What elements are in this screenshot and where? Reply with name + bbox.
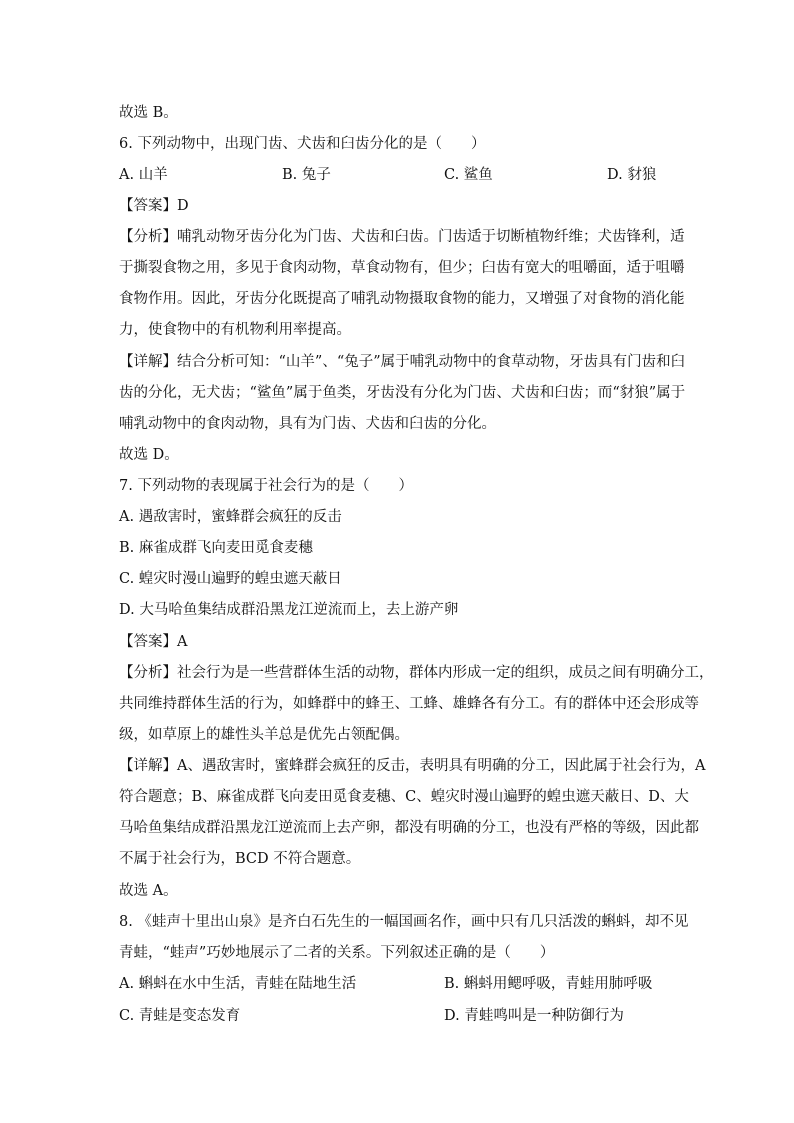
q7-detail-line-2: 符合题意；B、麻雀成群飞向麦田觅食麦穗、C、蝗灾时漫山遍野的蝗虫遮天蔽日、D、大 — [119, 789, 689, 805]
q6-option-b: B. 兔子 — [282, 167, 331, 183]
q6-answer: 【答案】D — [119, 198, 189, 214]
q6-conclusion: 故选 D。 — [119, 447, 179, 463]
q7-option-a: A. 遇敌害时，蜜蜂群会疯狂的反击 — [119, 509, 342, 525]
q7-detail-line-4: 不属于社会行为，BCD 不符合题意。 — [119, 851, 361, 867]
q7-option-b: B. 麻雀成群飞向麦田觅食麦穗 — [119, 540, 313, 556]
q6-option-c: C. 鲨鱼 — [444, 167, 493, 183]
q7-analysis-line-3: 级，如草原上的雄性头羊总是优先占领配偶。 — [119, 727, 409, 743]
q7-analysis-line-1: 【分析】社会行为是一些营群体生活的动物，群体内形成一定的组织，成员之间有明确分工， — [119, 665, 714, 681]
question-6-stem: 6. 下列动物中，出现门齿、犬齿和臼齿分化的是（ ） — [119, 136, 486, 152]
q8-option-b: B. 蝌蚪用鳃呼吸，青蛙用肺呼吸 — [444, 976, 653, 992]
q7-detail-line-1: 【详解】A、遇敌害时，蜜蜂群会疯狂的反击，表明具有明确的分工，因此属于社会行为，A — [119, 758, 706, 774]
question-7-stem: 7. 下列动物的表现属于社会行为的是（ ） — [119, 478, 413, 494]
q6-option-d: D. 豺狼 — [607, 167, 657, 183]
q7-option-c: C. 蝗灾时漫山遍野的蝗虫遮天蔽日 — [119, 571, 342, 587]
q8-option-d: D. 青蛙鸣叫是一种防御行为 — [444, 1008, 624, 1024]
q6-analysis-line-1: 【分析】哺乳动物牙齿分化为门齿、犬齿和臼齿。门齿适于切断植物纤维；犬齿锋利，适 — [119, 229, 685, 245]
q7-detail-line-3: 马哈鱼集结成群沿黑龙江逆流而上去产卵，都没有明确的分工，也没有严格的等级，因此都 — [119, 820, 699, 836]
q8-option-a: A. 蝌蚪在水中生活，青蛙在陆地生活 — [119, 976, 357, 992]
q7-answer: 【答案】A — [119, 634, 188, 650]
q7-conclusion: 故选 A。 — [119, 883, 178, 899]
question-8-stem-line-2: 青蛙，“蛙声”巧妙地展示了二者的关系。下列叙述正确的是（ ） — [119, 945, 555, 961]
question-8-stem-line-1: 8. 《蛙声十里出山泉》是齐白石先生的一幅国画名作，画中只有几只活泼的蝌蚪，却不见 — [119, 914, 689, 930]
q6-detail-line-3: 哺乳动物中的食肉动物，具有为门齿、犬齿和臼齿的分化。 — [119, 416, 496, 432]
q6-analysis-line-3: 食物作用。因此，牙齿分化既提高了哺乳动物摄取食物的能力，又增强了对食物的消化能 — [119, 291, 685, 307]
q6-analysis-line-4: 力，使食物中的有机物利用率提高。 — [119, 322, 351, 338]
q7-analysis-line-2: 共同维持群体生活的行为，如蜂群中的蜂王、工蜂、雄蜂各有分工。有的群体中还会形成等 — [119, 696, 699, 712]
q8-option-c: C. 青蛙是变态发育 — [119, 1008, 241, 1024]
q7-option-d: D. 大马哈鱼集结成群沿黑龙江逆流而上，去上游产卵 — [119, 602, 459, 618]
q6-option-a: A. 山羊 — [119, 167, 168, 183]
q6-analysis-line-2: 于撕裂食物之用，多见于食肉动物，草食动物有，但少；臼齿有宽大的咀嚼面，适于咀嚼 — [119, 260, 685, 276]
q6-detail-line-2: 齿的分化，无犬齿；“鲨鱼”属于鱼类，牙齿没有分化为门齿、犬齿和臼齿；而“豺狼”属于 — [119, 385, 686, 401]
q6-detail-line-1: 【详解】结合分析可知：“山羊”、“兔子”属于哺乳动物中的食草动物，牙齿具有门齿和臼 — [119, 354, 686, 370]
answer-conclusion-q5: 故选 B。 — [119, 105, 178, 121]
